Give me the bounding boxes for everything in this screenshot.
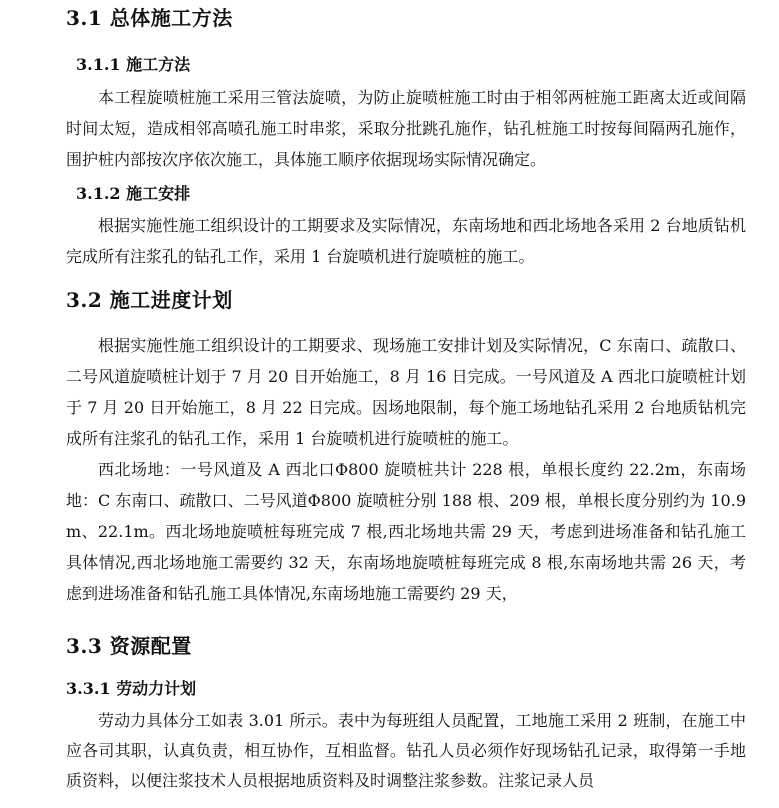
section-3-2-paragraph-2: 西北场地：一号风道及 A 西北口Φ800 旋喷桩共计 228 根，单根长度约 22.2m，东南场地：C 东南口、疏散口、二号风道Φ800 旋喷桩分别 188 根、209 根，单根长度分别约为 10.9m、22.1m。西北场地旋喷桩每班完成 7 根,西北场地共需 29 天，考虑到进场准备和钻孔施工具体情况,西北场地施工需要约 32 天，东南场地旋喷桩每班完成 8 根,东南场地共需 26 天，考虑到进场准备和钻孔施工具体情况,东南场地施工需要约 29 天， — [66, 460, 746, 603]
section-3-1-1-heading: 3.1.1 施工方法 — [76, 55, 191, 74]
section-3-2-heading: 3.2 施工进度计划 — [66, 288, 233, 312]
section-3-2-paragraph-1: 根据实施性施工组织设计的工期要求、现场施工安排计划及实际情况，C 东南口、疏散口、二号风道旋喷桩计划于 7 月 20 日开始施工，8 月 16 日完成。一号风道及 A 西北口旋喷桩计划于 7 月 20 日开始施工，8 月 22 日完成。因场地限制，每个施工场地钻孔采用 2 台地质钻机完成所有注浆孔的钻孔工作，采用 1 台旋喷机进行旋喷桩的施工。 — [66, 336, 746, 448]
section-3-1-1-paragraph: 本工程旋喷桩施工采用三管法旋喷，为防止旋喷桩施工时由于相邻两桩施工距离太近或间隔时间太短，造成相邻高喷孔施工时串浆，采取分批跳孔施作，钻孔桩施工时按每间隔两孔施作，围护桩内部按次序依次施工，具体施工顺序依据现场实际情况确定。 — [66, 88, 746, 169]
section-3-3-1-heading: 3.3.1 劳动力计划 — [66, 679, 197, 698]
section-3-1-2-heading: 3.1.2 施工安排 — [76, 184, 191, 203]
section-3-1-2-paragraph: 根据实施性施工组织设计的工期要求及实际情况，东南场地和西北场地各采用 2 台地质钻机完成所有注浆孔的钻孔工作，采用 1 台旋喷机进行旋喷桩的施工。 — [66, 216, 746, 266]
section-3-3-heading: 3.3 资源配置 — [66, 634, 192, 658]
section-3-1-heading: 3.1 总体施工方法 — [66, 6, 233, 30]
section-3-3-1-paragraph: 劳动力具体分工如表 3.01 所示。表中为每班组人员配置，工地施工采用 2 班制，在施工中应各司其职，认真负责，相互协作，互相监督。钻孔人员必须作好现场钻孔记录，取得第一手地质资料，以便注浆技术人员根据地质资料及时调整注浆参数。注浆记录人员 — [66, 711, 746, 790]
